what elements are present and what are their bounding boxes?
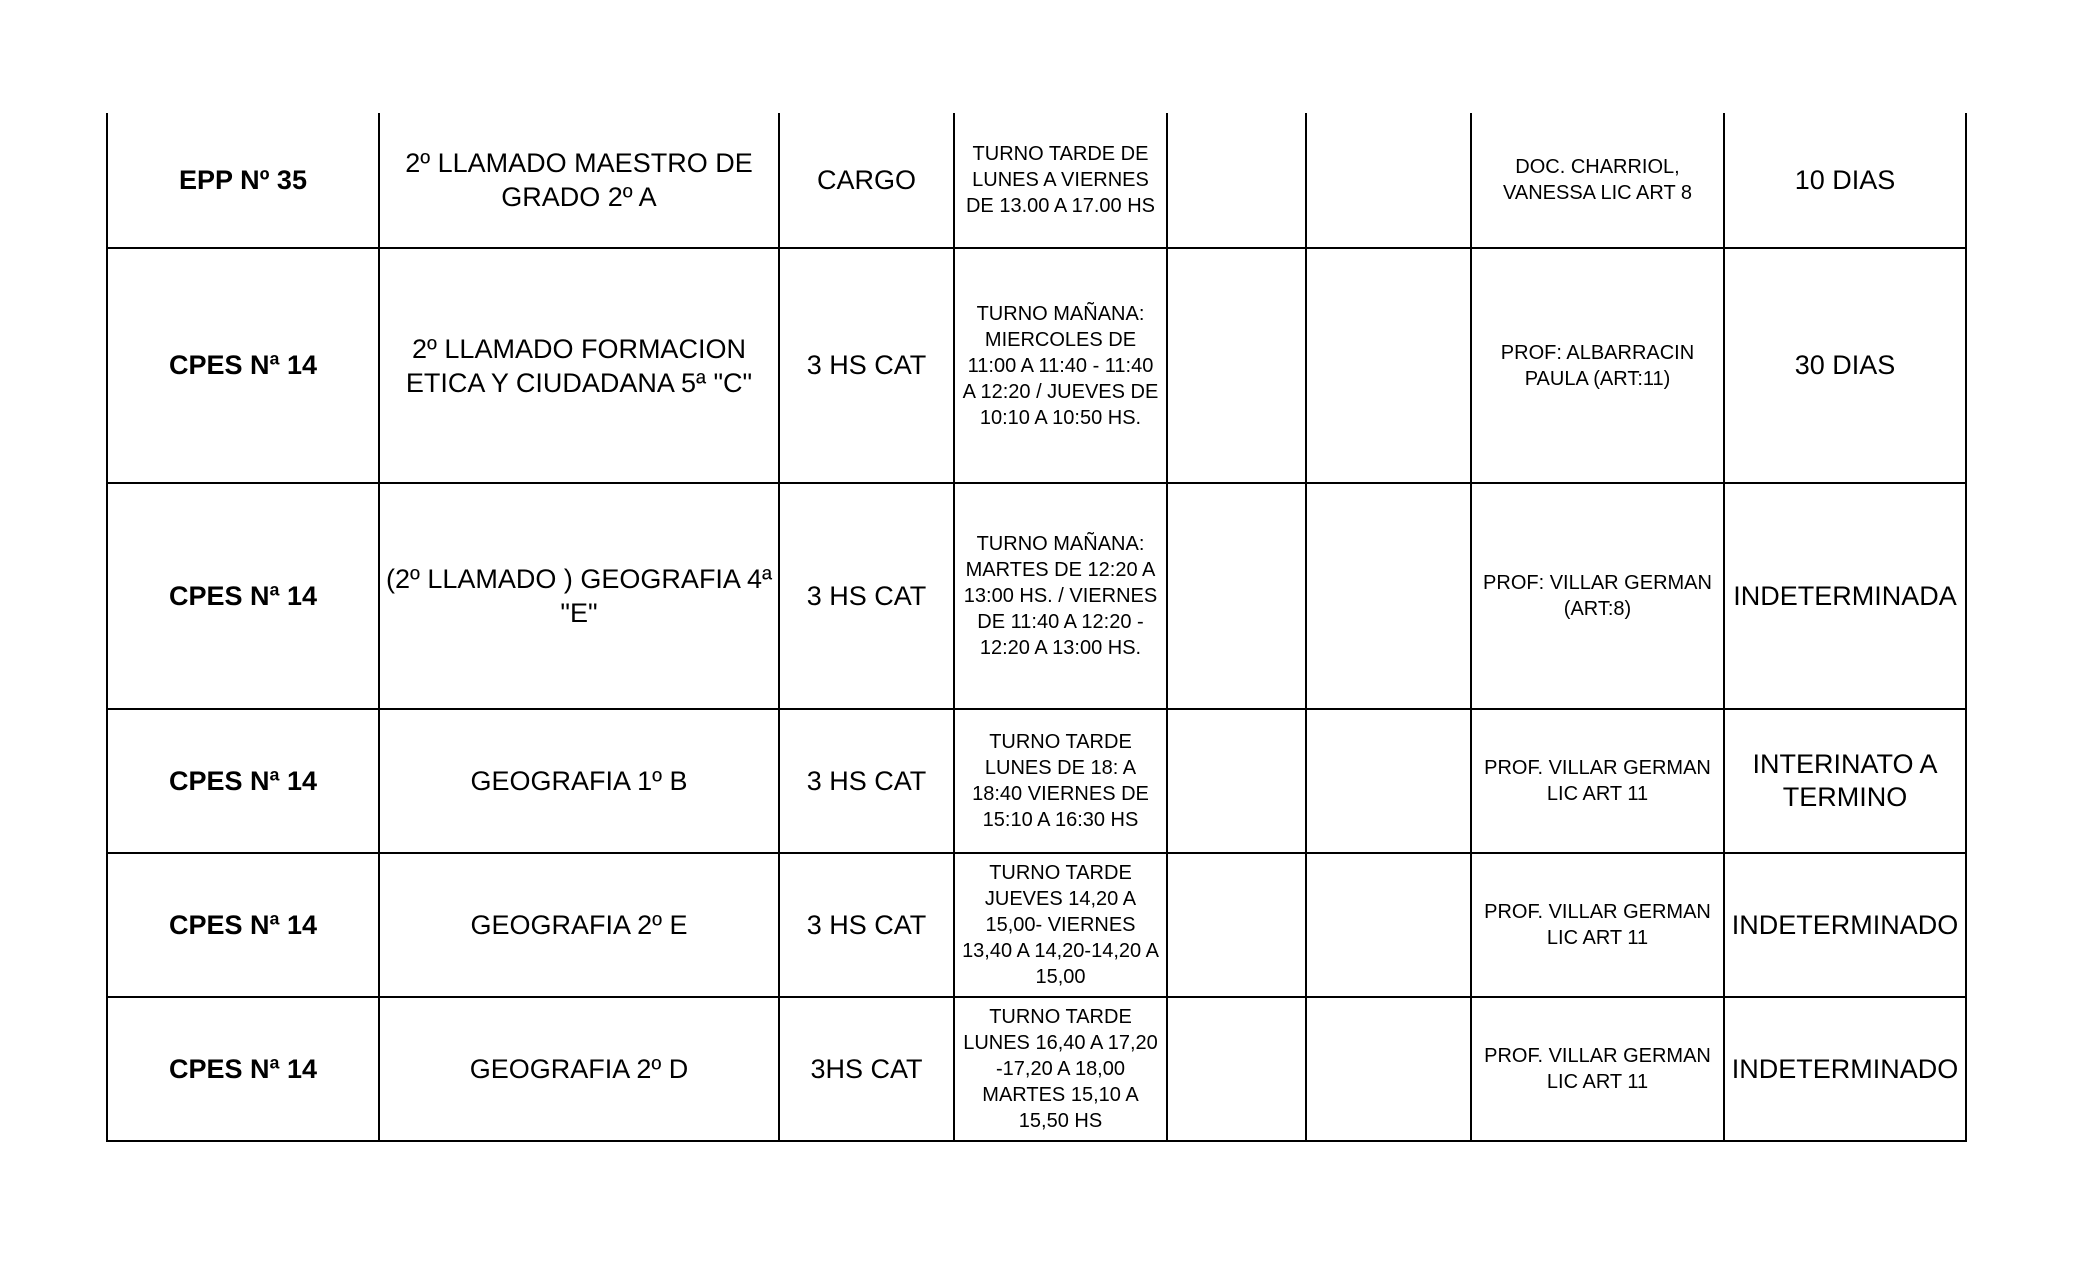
subject-cell: GEOGRAFIA 2º E xyxy=(379,853,779,997)
vacancy-table xyxy=(106,113,1967,1142)
table-row xyxy=(107,483,1966,709)
subject-cell: 2º LLAMADO MAESTRO DE GRADO 2º A xyxy=(379,113,779,248)
position-type-cell: 3 HS CAT xyxy=(779,483,954,709)
position-type-cell: 3 HS CAT xyxy=(779,853,954,997)
teacher-cell: PROF: ALBARRACIN PAULA (ART:11) xyxy=(1471,248,1724,483)
empty-cell xyxy=(1306,853,1471,997)
empty-cell xyxy=(1167,483,1306,709)
subject-cell: (2º LLAMADO ) GEOGRAFIA 4ª "E" xyxy=(379,483,779,709)
schedule-cell: TURNO TARDE JUEVES 14,20 A 15,00- VIERNES 13,40 A 14,20-14,20 A 15,00 xyxy=(954,853,1167,997)
empty-cell xyxy=(1167,113,1306,248)
schedule-cell: TURNO TARDE LUNES 16,40 A 17,20 -17,20 A 18,00 MARTES 15,10 A 15,50 HS xyxy=(954,997,1167,1141)
schedule-cell: TURNO MAÑANA: MIERCOLES DE 11:00 A 11:40 - 11:40 A 12:20 / JUEVES DE 10:10 A 10:50 HS. xyxy=(954,248,1167,483)
empty-cell xyxy=(1306,997,1471,1141)
position-type-cell: 3 HS CAT xyxy=(779,709,954,853)
table-row xyxy=(107,248,1966,483)
school-cell: CPES Nª 14 xyxy=(107,483,379,709)
empty-cell xyxy=(1167,709,1306,853)
schedule-cell: TURNO TARDE DE LUNES A VIERNES DE 13.00 A 17.00 HS xyxy=(954,113,1167,248)
empty-cell xyxy=(1167,853,1306,997)
schedule-cell: TURNO MAÑANA: MARTES DE 12:20 A 13:00 HS. / VIERNES DE 11:40 A 12:20 - 12:20 A 13:00 HS. xyxy=(954,483,1167,709)
position-type-cell: 3HS CAT xyxy=(779,997,954,1141)
teacher-cell: DOC. CHARRIOL, VANESSA LIC ART 8 xyxy=(1471,113,1724,248)
school-cell: CPES Nª 14 xyxy=(107,853,379,997)
duration-cell: INDETERMINADO xyxy=(1724,997,1966,1141)
teacher-cell: PROF: VILLAR GERMAN (ART:8) xyxy=(1471,483,1724,709)
teacher-cell: PROF. VILLAR GERMAN LIC ART 11 xyxy=(1471,997,1724,1141)
duration-cell: 10 DIAS xyxy=(1724,113,1966,248)
teacher-cell: PROF. VILLAR GERMAN LIC ART 11 xyxy=(1471,709,1724,853)
position-type-cell: CARGO xyxy=(779,113,954,248)
subject-cell: GEOGRAFIA 2º D xyxy=(379,997,779,1141)
school-cell: CPES Nª 14 xyxy=(107,997,379,1141)
subject-cell: GEOGRAFIA 1º B xyxy=(379,709,779,853)
empty-cell xyxy=(1306,483,1471,709)
school-cell: EPP Nº 35 xyxy=(107,113,379,248)
duration-cell: 30 DIAS xyxy=(1724,248,1966,483)
school-cell: CPES Nª 14 xyxy=(107,709,379,853)
subject-cell: 2º LLAMADO FORMACION ETICA Y CIUDADANA 5ª "C" xyxy=(379,248,779,483)
empty-cell xyxy=(1306,709,1471,853)
empty-cell xyxy=(1306,113,1471,248)
table-row xyxy=(107,709,1966,853)
empty-cell xyxy=(1306,248,1471,483)
table-row xyxy=(107,113,1966,248)
position-type-cell: 3 HS CAT xyxy=(779,248,954,483)
duration-cell: INDETERMINADA xyxy=(1724,483,1966,709)
schedule-cell: TURNO TARDE LUNES DE 18: A 18:40 VIERNES DE 15:10 A 16:30 HS xyxy=(954,709,1167,853)
duration-cell: INDETERMINADO xyxy=(1724,853,1966,997)
school-cell: CPES Nª 14 xyxy=(107,248,379,483)
table-row xyxy=(107,997,1966,1141)
teacher-cell: PROF. VILLAR GERMAN LIC ART 11 xyxy=(1471,853,1724,997)
empty-cell xyxy=(1167,248,1306,483)
duration-cell: INTERINATO A TERMINO xyxy=(1724,709,1966,853)
table-row xyxy=(107,853,1966,997)
empty-cell xyxy=(1167,997,1306,1141)
